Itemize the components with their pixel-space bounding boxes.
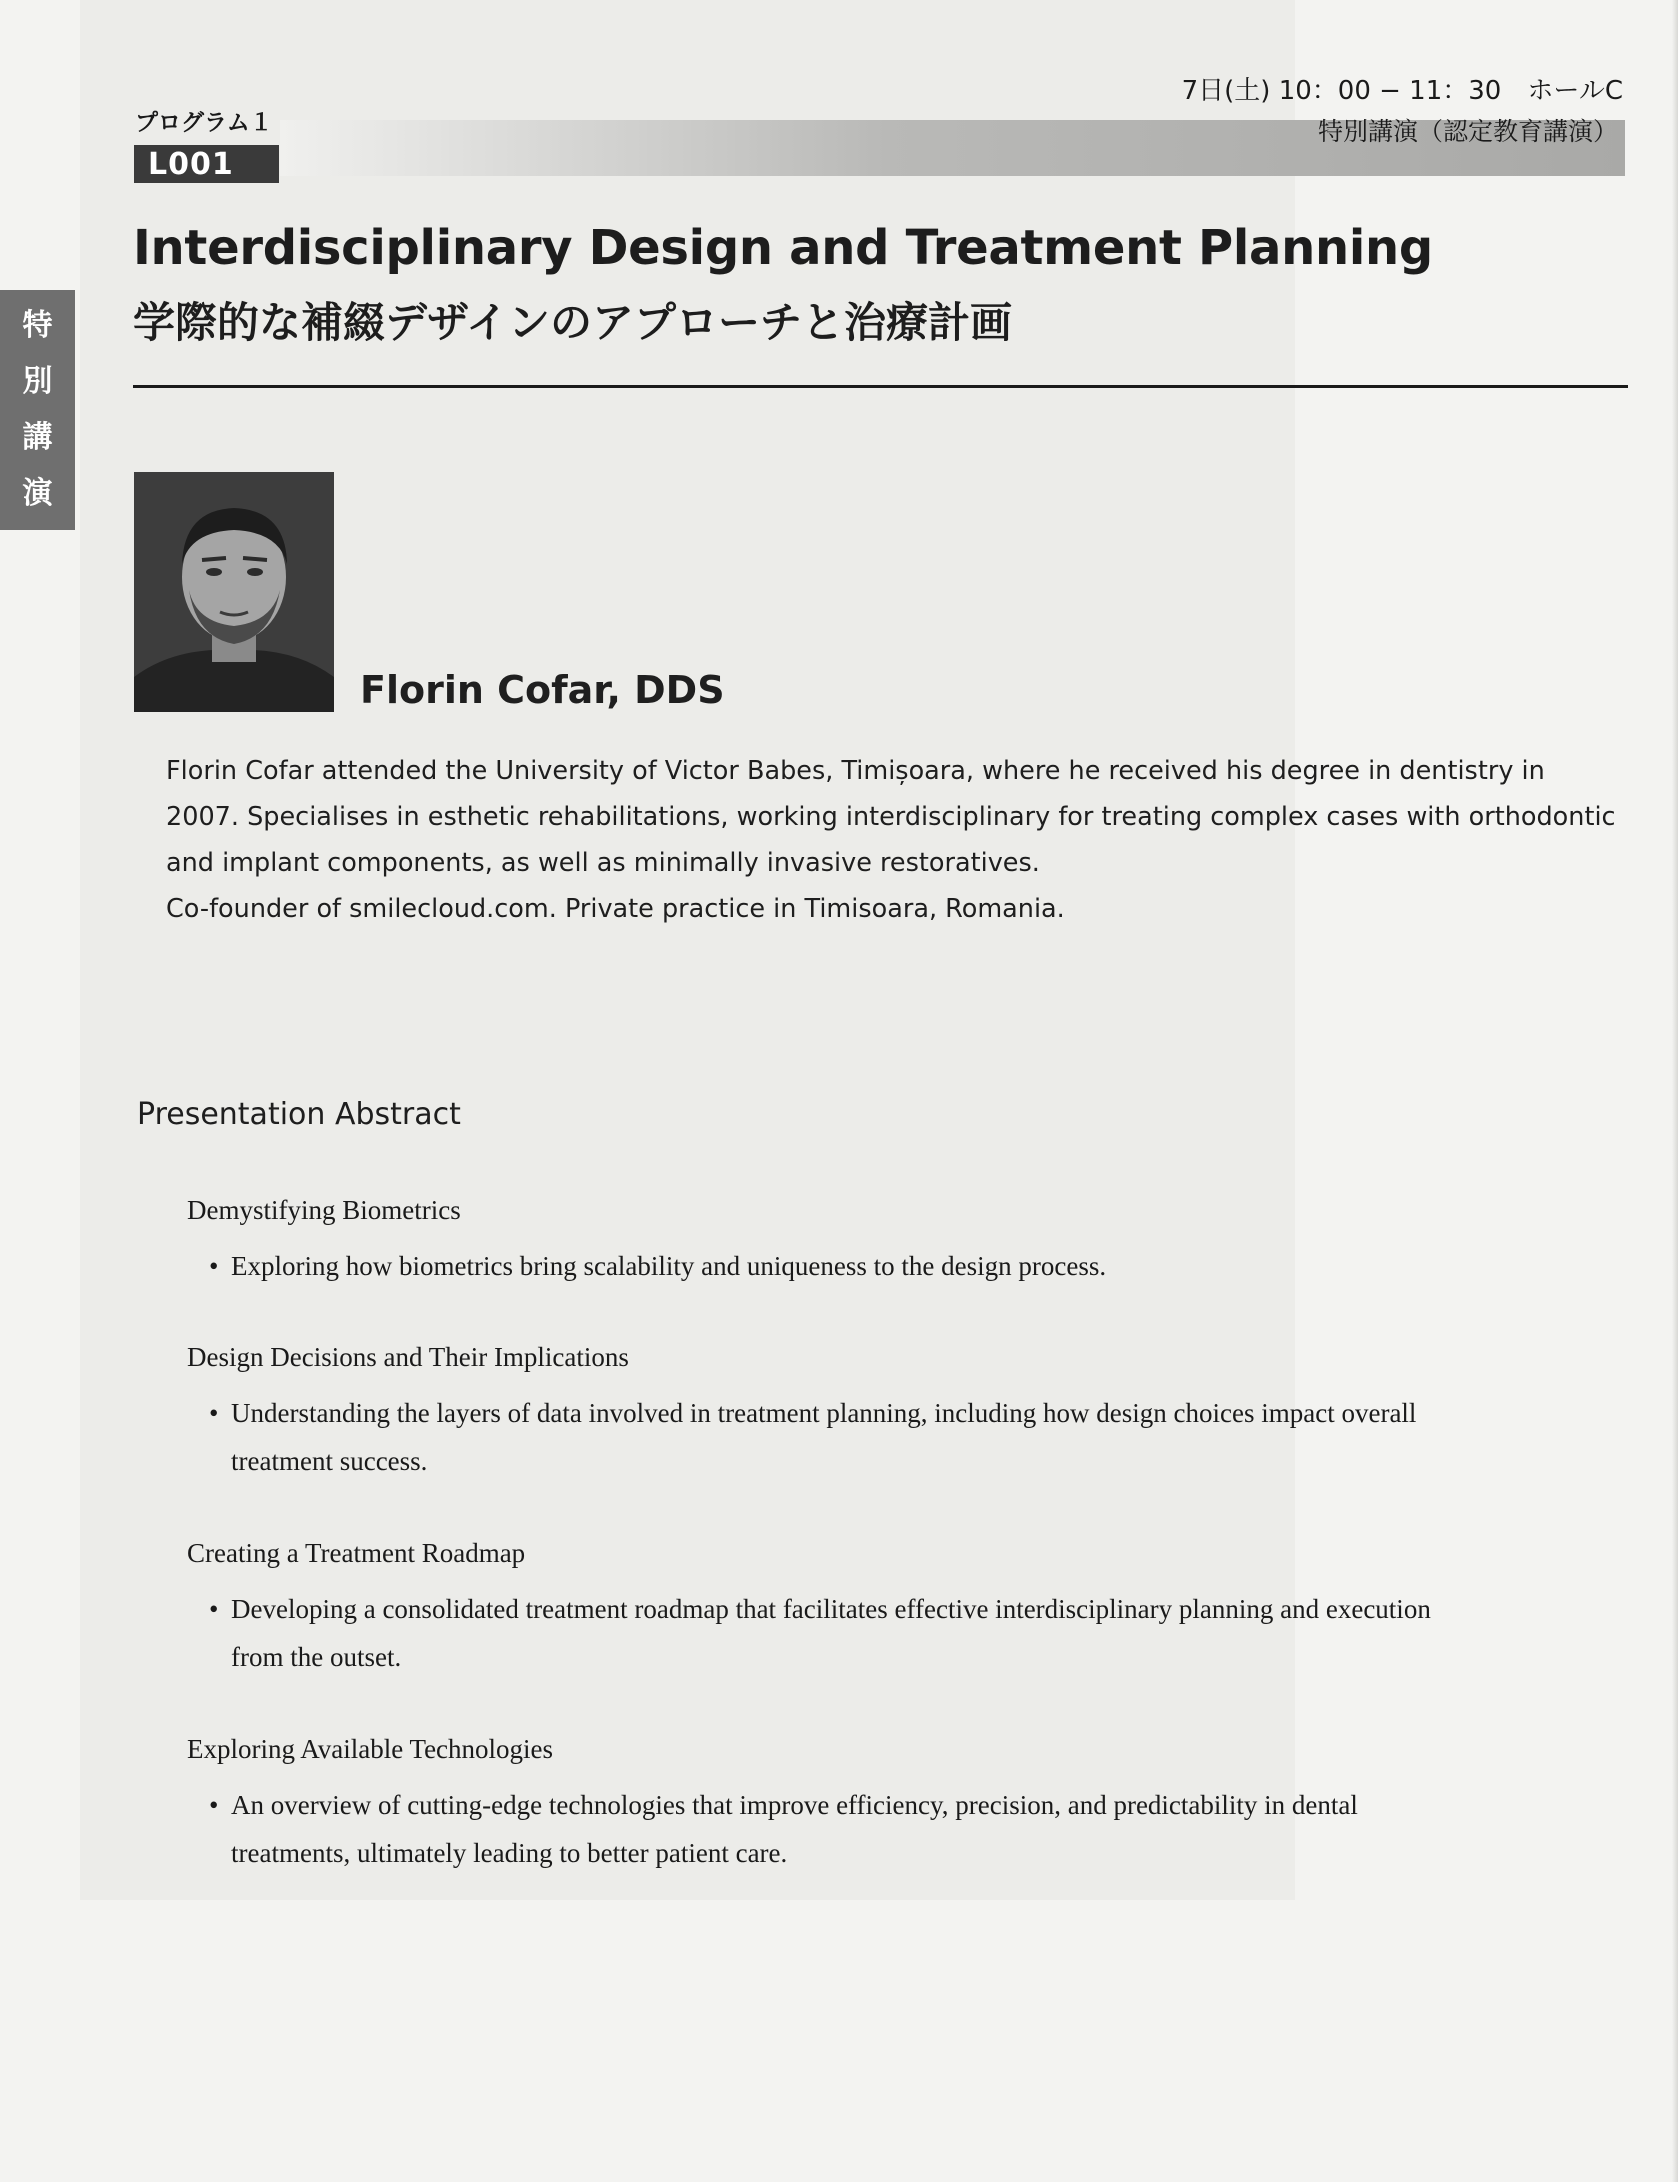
- bullet-dot-icon: •: [209, 1594, 219, 1624]
- speaker-photo: [134, 472, 334, 712]
- page-edge-shadow: [1672, 0, 1678, 2182]
- bio-line: 2007. Specialises in esthetic rehabilitations, working interdisciplinary for treating complex cases with orthodontic: [166, 802, 1616, 832]
- side-tab-char: 特: [22, 308, 53, 343]
- bullet-dot-icon: •: [209, 1790, 219, 1820]
- side-tab-char: 講: [22, 420, 53, 455]
- bullet-line: treatment success.: [231, 1446, 428, 1476]
- session-type: 特別講演（認定教育講演）: [1317, 117, 1618, 146]
- speaker-bio: [166, 748, 1626, 932]
- section-title: Exploring Available Technologies: [187, 1734, 554, 1764]
- bullet-line: treatments, ultimately leading to better patient care.: [231, 1838, 788, 1868]
- side-tab: [0, 290, 75, 530]
- title-japanese: 学際的な補綴デザインのアプローチと治療計画: [133, 298, 1013, 347]
- section-title: Demystifying Biometrics: [187, 1195, 461, 1225]
- bio-line: and implant components, as well as minimally invasive restoratives.: [166, 848, 1040, 878]
- bullet-dot-icon: •: [209, 1398, 219, 1428]
- bullet-dot-icon: •: [209, 1251, 219, 1281]
- bullet-line: Developing a consolidated treatment roadmap that facilitates effective interdisciplinary planning and execution: [231, 1594, 1431, 1624]
- abstract-section: [187, 1195, 1607, 1290]
- side-tab-char: 別: [22, 364, 53, 399]
- bullet-line: Exploring how biometrics bring scalability and uniqueness to the design process.: [231, 1251, 1107, 1281]
- abstract-section: [187, 1538, 1607, 1681]
- bio-line: Florin Cofar attended the University of Victor Babes, Timișoara, where he received his degree in dentistry in: [166, 756, 1545, 786]
- bullet-line: Understanding the layers of data involved in treatment planning, including how design choices impact overall: [231, 1398, 1417, 1428]
- session-code-badge: L001: [134, 145, 279, 183]
- bullet-item: [187, 1781, 1607, 1877]
- bullet-item: [187, 1242, 1607, 1290]
- program-label: プログラム１: [135, 110, 273, 136]
- bullet-item: [187, 1389, 1607, 1485]
- person-portrait-icon: [134, 472, 334, 712]
- bullet-line: An overview of cutting-edge technologies that improve efficiency, precision, and predictability in dental: [231, 1790, 1358, 1820]
- session-time: 7日(土) 10：00 − 11：30 ホールC: [1181, 76, 1623, 106]
- abstract-section: [187, 1734, 1607, 1877]
- bullet-item: [187, 1585, 1607, 1681]
- bio-line: Co-founder of smilecloud.com. Private practice in Timisoara, Romania.: [166, 894, 1065, 924]
- section-title: Creating a Treatment Roadmap: [187, 1538, 526, 1568]
- section-title: Design Decisions and Their Implications: [187, 1342, 629, 1372]
- abstract-section: [187, 1342, 1607, 1485]
- bullet-line: from the outset.: [231, 1642, 402, 1672]
- title-divider: [133, 385, 1628, 388]
- speaker-name: Florin Cofar, DDS: [360, 668, 725, 712]
- title-english: Interdisciplinary Design and Treatment Planning: [133, 220, 1433, 276]
- abstract-heading: Presentation Abstract: [137, 1097, 461, 1132]
- side-tab-char: 演: [22, 476, 53, 511]
